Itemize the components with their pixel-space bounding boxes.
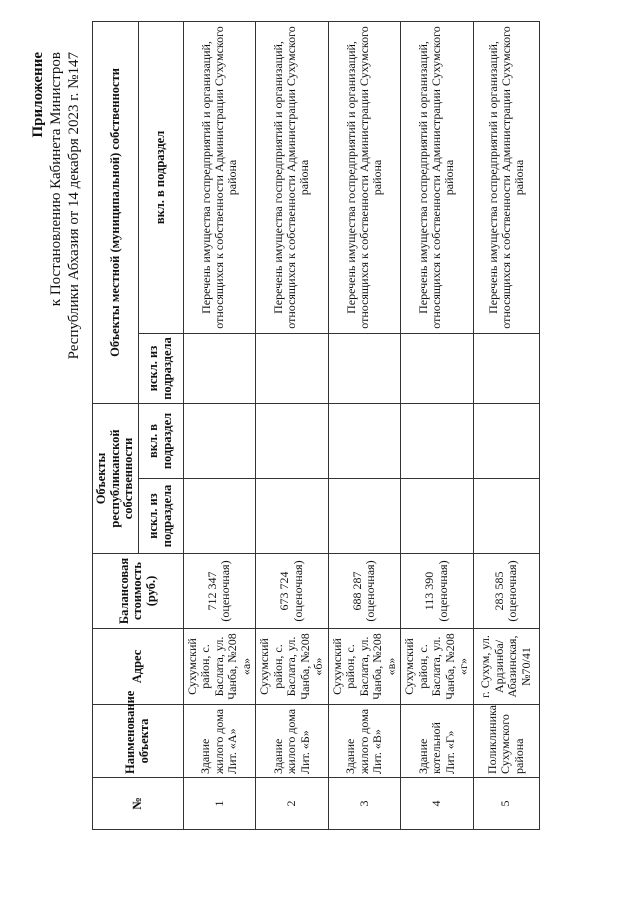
object-address: Сухумский район, с. Баслата, ул. Чанба, №208 «б» [256, 629, 329, 705]
loc-incl-cell: Перечень имущества госпредприятий и организаций, относящихся к собственности Администрации Сухумского района [256, 21, 329, 333]
rep-excl-cell [183, 479, 256, 554]
object-name: Поликлиника Сухумского района [473, 705, 539, 778]
appendix-title: Приложение [30, 52, 46, 138]
table-row [256, 21, 329, 829]
balance-value: 673 724 (оценочная) [256, 554, 329, 629]
balance-value: 113 390 (оценочная) [401, 554, 474, 629]
header-republican: Объекты республиканской собственности [93, 403, 139, 553]
rep-excl-cell [473, 479, 539, 554]
loc-incl-cell: Перечень имущества госпредприятий и организаций, относящихся к собственности Администрации Сухумского района [401, 21, 474, 333]
table-row [473, 21, 539, 829]
row-num: 3 [328, 778, 401, 830]
loc-incl-cell: Перечень имущества госпредприятий и организаций, относящихся к собственности Администрации Сухумского района [328, 21, 401, 333]
rep-incl-cell [183, 403, 256, 478]
balance-value: 283 585 (оценочная) [473, 554, 539, 629]
loc-incl-cell: Перечень имущества госпредприятий и организаций, относящихся к собственности Администрации Сухумского района [473, 21, 539, 333]
rep-incl-cell [401, 403, 474, 478]
header-num: № [93, 778, 184, 830]
header-rep-incl: вкл. в подраздел [138, 403, 183, 478]
object-address: Сухумский район, с. Баслата, ул. Чанба, №208 «а» [183, 629, 256, 705]
header-loc-incl: вкл. в подраздел [138, 21, 183, 333]
row-num: 2 [256, 778, 329, 830]
rep-excl-cell [328, 479, 401, 554]
rep-excl-cell [256, 479, 329, 554]
object-name: Здание котельной Лит. «Г» [401, 705, 474, 778]
object-address: Сухумский район, с. Баслата, ул. Чанба, №208 «г» [401, 629, 474, 705]
loc-excl-cell [401, 333, 474, 403]
row-num: 5 [473, 778, 539, 830]
header-loc-excl: искл. из подраздела [138, 333, 183, 403]
loc-excl-cell [473, 333, 539, 403]
balance-value: 712 347 (оценочная) [183, 554, 256, 629]
table-row [183, 21, 256, 829]
header-address: Адрес [93, 629, 184, 705]
rep-incl-cell [473, 403, 539, 478]
loc-excl-cell [328, 333, 401, 403]
object-name: Здание жилого дома Лит. «В» [328, 705, 401, 778]
appendix-header [0, 0, 92, 905]
table-header-row [93, 21, 139, 829]
balance-value: 688 287 (оценочная) [328, 554, 401, 629]
loc-excl-cell [256, 333, 329, 403]
appendix-resolution: к Постановлению Кабинета Министров [48, 52, 64, 307]
object-name: Здание жилого дома Лит. «Б» [256, 705, 329, 778]
property-table [92, 21, 540, 830]
rep-incl-cell [256, 403, 329, 478]
row-num: 1 [183, 778, 256, 830]
header-rep-excl: искл. из подраздела [138, 479, 183, 554]
table-row [401, 21, 474, 829]
loc-excl-cell [183, 333, 256, 403]
header-name: Наименование объекта [93, 705, 184, 778]
row-num: 4 [401, 778, 474, 830]
rep-incl-cell [328, 403, 401, 478]
header-local: Объекты местной (муниципальной) собственности [93, 21, 139, 403]
loc-incl-cell: Перечень имущества госпредприятий и организаций, относящихся к собственности Администрации Сухумского района [183, 21, 256, 333]
appendix-date: Республики Абхазия от 14 декабря 2023 г. №147 [66, 52, 82, 360]
rep-excl-cell [401, 479, 474, 554]
object-address: г. Сухум, ул. Ардзинба/ Абазинская, №70/41 [473, 629, 539, 705]
object-address: Сухумский район, с. Баслата, ул. Чанба, №208 «в» [328, 629, 401, 705]
object-name: Здание жилого дома Лит. «А» [183, 705, 256, 778]
header-balance: Балансовая стоимость (руб.) [93, 554, 184, 629]
table-row [328, 21, 401, 829]
